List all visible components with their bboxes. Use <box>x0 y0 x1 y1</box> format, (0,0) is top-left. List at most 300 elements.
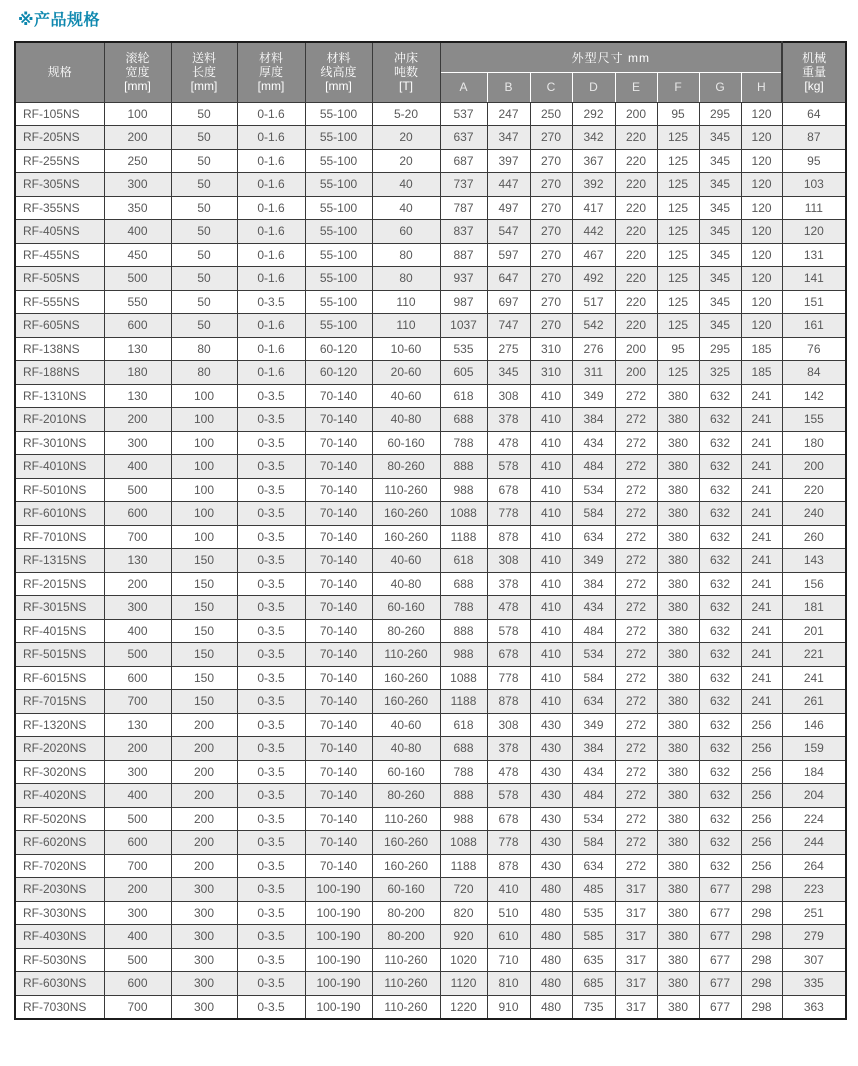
value-cell: 778 <box>487 502 530 526</box>
model-cell: RF-105NS <box>15 102 104 126</box>
value-cell: 120 <box>782 220 846 244</box>
value-cell: 317 <box>615 878 657 902</box>
value-cell: 160-260 <box>372 854 440 878</box>
value-cell: 380 <box>657 431 699 455</box>
value-cell: 1188 <box>440 854 487 878</box>
value-cell: 125 <box>657 267 699 291</box>
model-cell: RF-205NS <box>15 126 104 150</box>
value-cell: 150 <box>171 572 237 596</box>
value-cell: 295 <box>699 337 741 361</box>
value-cell: 50 <box>171 220 237 244</box>
value-cell: 0-1.6 <box>237 337 305 361</box>
value-cell: 220 <box>615 126 657 150</box>
table-row <box>15 572 846 596</box>
value-cell: 70-140 <box>305 713 372 737</box>
table-row <box>15 737 846 761</box>
value-cell: 447 <box>487 173 530 197</box>
value-cell: 87 <box>782 126 846 150</box>
value-cell: 220 <box>615 149 657 173</box>
table-row <box>15 760 846 784</box>
value-cell: 272 <box>615 643 657 667</box>
value-cell: 70-140 <box>305 502 372 526</box>
value-cell: 0-3.5 <box>237 431 305 455</box>
value-cell: 345 <box>699 126 741 150</box>
value-cell: 300 <box>104 901 171 925</box>
value-cell: 600 <box>104 666 171 690</box>
value-cell: 241 <box>741 666 782 690</box>
value-cell: 272 <box>615 525 657 549</box>
value-cell: 988 <box>440 807 487 831</box>
value-cell: 349 <box>572 384 615 408</box>
value-cell: 100 <box>171 455 237 479</box>
value-cell: 100-190 <box>305 948 372 972</box>
value-cell: 270 <box>530 314 572 338</box>
value-cell: 160-260 <box>372 502 440 526</box>
value-cell: 100-190 <box>305 972 372 996</box>
model-cell: RF-7010NS <box>15 525 104 549</box>
value-cell: 480 <box>530 878 572 902</box>
value-cell: 272 <box>615 478 657 502</box>
value-cell: 345 <box>699 220 741 244</box>
value-cell: 10-60 <box>372 337 440 361</box>
value-cell: 345 <box>699 196 741 220</box>
value-cell: 200 <box>171 854 237 878</box>
value-cell: 778 <box>487 831 530 855</box>
value-cell: 500 <box>104 643 171 667</box>
value-cell: 430 <box>530 831 572 855</box>
table-row <box>15 126 846 150</box>
value-cell: 272 <box>615 431 657 455</box>
value-cell: 632 <box>699 431 741 455</box>
value-cell: 220 <box>615 290 657 314</box>
value-cell: 200 <box>104 878 171 902</box>
value-cell: 272 <box>615 807 657 831</box>
value-cell: 40-60 <box>372 549 440 573</box>
value-cell: 888 <box>440 619 487 643</box>
value-cell: 55-100 <box>305 173 372 197</box>
value-cell: 367 <box>572 149 615 173</box>
value-cell: 345 <box>699 243 741 267</box>
value-cell: 820 <box>440 901 487 925</box>
value-cell: 223 <box>782 878 846 902</box>
value-cell: 130 <box>104 384 171 408</box>
value-cell: 632 <box>699 784 741 808</box>
value-cell: 143 <box>782 549 846 573</box>
value-cell: 40-80 <box>372 408 440 432</box>
value-cell: 325 <box>699 361 741 385</box>
value-cell: 0-3.5 <box>237 948 305 972</box>
value-cell: 80-200 <box>372 901 440 925</box>
value-cell: 241 <box>741 455 782 479</box>
table-row <box>15 666 846 690</box>
value-cell: 778 <box>487 666 530 690</box>
value-cell: 787 <box>440 196 487 220</box>
value-cell: 200 <box>615 337 657 361</box>
value-cell: 70-140 <box>305 666 372 690</box>
value-cell: 298 <box>741 878 782 902</box>
model-cell: RF-138NS <box>15 337 104 361</box>
value-cell: 220 <box>782 478 846 502</box>
value-cell: 632 <box>699 807 741 831</box>
value-cell: 410 <box>530 455 572 479</box>
value-cell: 434 <box>572 760 615 784</box>
table-row <box>15 267 846 291</box>
value-cell: 632 <box>699 737 741 761</box>
value-cell: 480 <box>530 925 572 949</box>
value-cell: 300 <box>171 948 237 972</box>
value-cell: 111 <box>782 196 846 220</box>
value-cell: 0-1.6 <box>237 196 305 220</box>
value-cell: 300 <box>104 173 171 197</box>
table-row <box>15 925 846 949</box>
model-cell: RF-1315NS <box>15 549 104 573</box>
value-cell: 410 <box>530 666 572 690</box>
value-cell: 120 <box>741 220 782 244</box>
value-cell: 298 <box>741 948 782 972</box>
value-cell: 270 <box>530 220 572 244</box>
model-cell: RF-4020NS <box>15 784 104 808</box>
spec-table-header <box>15 42 846 102</box>
value-cell: 261 <box>782 690 846 714</box>
table-row <box>15 243 846 267</box>
model-cell: RF-188NS <box>15 361 104 385</box>
value-cell: 478 <box>487 431 530 455</box>
value-cell: 125 <box>657 243 699 267</box>
value-cell: 80-260 <box>372 455 440 479</box>
value-cell: 677 <box>699 878 741 902</box>
value-cell: 160-260 <box>372 525 440 549</box>
value-cell: 878 <box>487 854 530 878</box>
value-cell: 241 <box>741 643 782 667</box>
value-cell: 485 <box>572 878 615 902</box>
value-cell: 298 <box>741 972 782 996</box>
table-row <box>15 290 846 314</box>
table-row <box>15 314 846 338</box>
value-cell: 70-140 <box>305 643 372 667</box>
value-cell: 141 <box>782 267 846 291</box>
value-cell: 500 <box>104 807 171 831</box>
value-cell: 100 <box>171 408 237 432</box>
value-cell: 50 <box>171 267 237 291</box>
value-cell: 55-100 <box>305 290 372 314</box>
value-cell: 224 <box>782 807 846 831</box>
value-cell: 272 <box>615 408 657 432</box>
value-cell: 272 <box>615 384 657 408</box>
value-cell: 1120 <box>440 972 487 996</box>
value-cell: 888 <box>440 455 487 479</box>
value-cell: 159 <box>782 737 846 761</box>
value-cell: 308 <box>487 384 530 408</box>
value-cell: 0-3.5 <box>237 643 305 667</box>
value-cell: 298 <box>741 925 782 949</box>
value-cell: 384 <box>572 572 615 596</box>
col-header-press-tonnage: 冲床 吨数 [T] <box>372 42 440 102</box>
value-cell: 70-140 <box>305 807 372 831</box>
value-cell: 110 <box>372 290 440 314</box>
value-cell: 60-160 <box>372 760 440 784</box>
value-cell: 434 <box>572 596 615 620</box>
model-cell: RF-255NS <box>15 149 104 173</box>
value-cell: 272 <box>615 760 657 784</box>
value-cell: 0-1.6 <box>237 314 305 338</box>
model-cell: RF-2030NS <box>15 878 104 902</box>
value-cell: 151 <box>782 290 846 314</box>
value-cell: 100 <box>171 525 237 549</box>
value-cell: 600 <box>104 972 171 996</box>
value-cell: 125 <box>657 173 699 197</box>
value-cell: 537 <box>440 102 487 126</box>
value-cell: 0-3.5 <box>237 384 305 408</box>
value-cell: 737 <box>440 173 487 197</box>
col-header-machine-weight: 机械 重量 [kg] <box>782 42 846 102</box>
value-cell: 0-3.5 <box>237 784 305 808</box>
value-cell: 400 <box>104 220 171 244</box>
table-row <box>15 149 846 173</box>
model-cell: RF-1320NS <box>15 713 104 737</box>
table-row <box>15 337 846 361</box>
value-cell: 120 <box>741 126 782 150</box>
value-cell: 220 <box>615 196 657 220</box>
value-cell: 492 <box>572 267 615 291</box>
value-cell: 345 <box>699 290 741 314</box>
value-cell: 397 <box>487 149 530 173</box>
value-cell: 221 <box>782 643 846 667</box>
value-cell: 920 <box>440 925 487 949</box>
value-cell: 270 <box>530 173 572 197</box>
value-cell: 677 <box>699 948 741 972</box>
value-cell: 0-3.5 <box>237 995 305 1019</box>
value-cell: 430 <box>530 784 572 808</box>
value-cell: 410 <box>530 408 572 432</box>
value-cell: 380 <box>657 643 699 667</box>
value-cell: 55-100 <box>305 267 372 291</box>
value-cell: 272 <box>615 713 657 737</box>
value-cell: 100-190 <box>305 925 372 949</box>
value-cell: 300 <box>171 878 237 902</box>
table-row <box>15 948 846 972</box>
value-cell: 131 <box>782 243 846 267</box>
value-cell: 185 <box>741 337 782 361</box>
value-cell: 40 <box>372 196 440 220</box>
value-cell: 710 <box>487 948 530 972</box>
value-cell: 400 <box>104 619 171 643</box>
value-cell: 0-1.6 <box>237 102 305 126</box>
value-cell: 618 <box>440 549 487 573</box>
value-cell: 298 <box>741 995 782 1019</box>
value-cell: 410 <box>530 478 572 502</box>
value-cell: 256 <box>741 760 782 784</box>
value-cell: 584 <box>572 666 615 690</box>
value-cell: 1188 <box>440 525 487 549</box>
value-cell: 578 <box>487 455 530 479</box>
value-cell: 720 <box>440 878 487 902</box>
value-cell: 634 <box>572 525 615 549</box>
value-cell: 270 <box>530 149 572 173</box>
value-cell: 240 <box>782 502 846 526</box>
model-cell: RF-6015NS <box>15 666 104 690</box>
value-cell: 634 <box>572 854 615 878</box>
value-cell: 80 <box>171 361 237 385</box>
value-cell: 272 <box>615 666 657 690</box>
value-cell: 380 <box>657 925 699 949</box>
value-cell: 380 <box>657 408 699 432</box>
value-cell: 125 <box>657 126 699 150</box>
value-cell: 5-20 <box>372 102 440 126</box>
value-cell: 0-3.5 <box>237 925 305 949</box>
value-cell: 40-80 <box>372 572 440 596</box>
table-row <box>15 478 846 502</box>
value-cell: 311 <box>572 361 615 385</box>
value-cell: 160-260 <box>372 690 440 714</box>
value-cell: 410 <box>530 619 572 643</box>
value-cell: 161 <box>782 314 846 338</box>
value-cell: 241 <box>741 431 782 455</box>
value-cell: 70-140 <box>305 784 372 808</box>
value-cell: 417 <box>572 196 615 220</box>
value-cell: 430 <box>530 737 572 761</box>
value-cell: 0-3.5 <box>237 619 305 643</box>
table-row <box>15 878 846 902</box>
model-cell: RF-4015NS <box>15 619 104 643</box>
model-cell: RF-1310NS <box>15 384 104 408</box>
value-cell: 0-3.5 <box>237 854 305 878</box>
table-row <box>15 361 846 385</box>
table-row <box>15 408 846 432</box>
value-cell: 550 <box>104 290 171 314</box>
value-cell: 220 <box>615 243 657 267</box>
value-cell: 810 <box>487 972 530 996</box>
value-cell: 185 <box>741 361 782 385</box>
value-cell: 480 <box>530 901 572 925</box>
spec-table <box>14 41 847 1020</box>
value-cell: 0-3.5 <box>237 455 305 479</box>
value-cell: 677 <box>699 901 741 925</box>
model-cell: RF-5010NS <box>15 478 104 502</box>
value-cell: 70-140 <box>305 431 372 455</box>
value-cell: 747 <box>487 314 530 338</box>
value-cell: 484 <box>572 784 615 808</box>
value-cell: 120 <box>741 149 782 173</box>
value-cell: 50 <box>171 102 237 126</box>
value-cell: 380 <box>657 948 699 972</box>
value-cell: 80-200 <box>372 925 440 949</box>
col-header-dim-f: F <box>657 72 699 102</box>
value-cell: 678 <box>487 478 530 502</box>
value-cell: 347 <box>487 126 530 150</box>
value-cell: 484 <box>572 619 615 643</box>
value-cell: 380 <box>657 596 699 620</box>
value-cell: 510 <box>487 901 530 925</box>
value-cell: 888 <box>440 784 487 808</box>
value-cell: 837 <box>440 220 487 244</box>
value-cell: 50 <box>171 243 237 267</box>
value-cell: 380 <box>657 525 699 549</box>
value-cell: 735 <box>572 995 615 1019</box>
value-cell: 878 <box>487 525 530 549</box>
model-cell: RF-455NS <box>15 243 104 267</box>
col-header-dim-g: G <box>699 72 741 102</box>
value-cell: 584 <box>572 502 615 526</box>
value-cell: 878 <box>487 690 530 714</box>
value-cell: 349 <box>572 713 615 737</box>
table-row <box>15 220 846 244</box>
value-cell: 0-3.5 <box>237 807 305 831</box>
col-header-material-thickness: 材料 厚度 [mm] <box>237 42 305 102</box>
value-cell: 300 <box>104 760 171 784</box>
value-cell: 200 <box>615 102 657 126</box>
value-cell: 345 <box>699 314 741 338</box>
value-cell: 272 <box>615 619 657 643</box>
value-cell: 276 <box>572 337 615 361</box>
value-cell: 618 <box>440 384 487 408</box>
value-cell: 241 <box>741 572 782 596</box>
value-cell: 0-3.5 <box>237 972 305 996</box>
table-row <box>15 384 846 408</box>
value-cell: 260 <box>782 525 846 549</box>
value-cell: 241 <box>741 384 782 408</box>
value-cell: 988 <box>440 643 487 667</box>
col-header-dim-e: E <box>615 72 657 102</box>
value-cell: 410 <box>530 549 572 573</box>
table-row <box>15 713 846 737</box>
value-cell: 410 <box>530 690 572 714</box>
value-cell: 200 <box>104 126 171 150</box>
value-cell: 200 <box>171 713 237 737</box>
model-cell: RF-3030NS <box>15 901 104 925</box>
value-cell: 380 <box>657 572 699 596</box>
value-cell: 70-140 <box>305 737 372 761</box>
value-cell: 534 <box>572 478 615 502</box>
value-cell: 0-3.5 <box>237 525 305 549</box>
value-cell: 0-1.6 <box>237 267 305 291</box>
value-cell: 80 <box>171 337 237 361</box>
value-cell: 84 <box>782 361 846 385</box>
value-cell: 345 <box>699 149 741 173</box>
value-cell: 241 <box>741 502 782 526</box>
value-cell: 110-260 <box>372 995 440 1019</box>
value-cell: 380 <box>657 690 699 714</box>
value-cell: 467 <box>572 243 615 267</box>
value-cell: 130 <box>104 337 171 361</box>
model-cell: RF-3020NS <box>15 760 104 784</box>
value-cell: 1088 <box>440 831 487 855</box>
table-row <box>15 173 846 197</box>
value-cell: 380 <box>657 478 699 502</box>
value-cell: 204 <box>782 784 846 808</box>
value-cell: 55-100 <box>305 314 372 338</box>
table-row <box>15 549 846 573</box>
value-cell: 1220 <box>440 995 487 1019</box>
table-row <box>15 619 846 643</box>
value-cell: 400 <box>104 784 171 808</box>
model-cell: RF-7015NS <box>15 690 104 714</box>
value-cell: 500 <box>104 948 171 972</box>
col-header-dim-h: H <box>741 72 782 102</box>
value-cell: 632 <box>699 619 741 643</box>
value-cell: 95 <box>782 149 846 173</box>
table-row <box>15 596 846 620</box>
value-cell: 272 <box>615 549 657 573</box>
value-cell: 95 <box>657 102 699 126</box>
value-cell: 700 <box>104 525 171 549</box>
table-row <box>15 901 846 925</box>
value-cell: 1088 <box>440 502 487 526</box>
value-cell: 632 <box>699 408 741 432</box>
table-row <box>15 831 846 855</box>
value-cell: 585 <box>572 925 615 949</box>
model-cell: RF-2020NS <box>15 737 104 761</box>
value-cell: 55-100 <box>305 196 372 220</box>
